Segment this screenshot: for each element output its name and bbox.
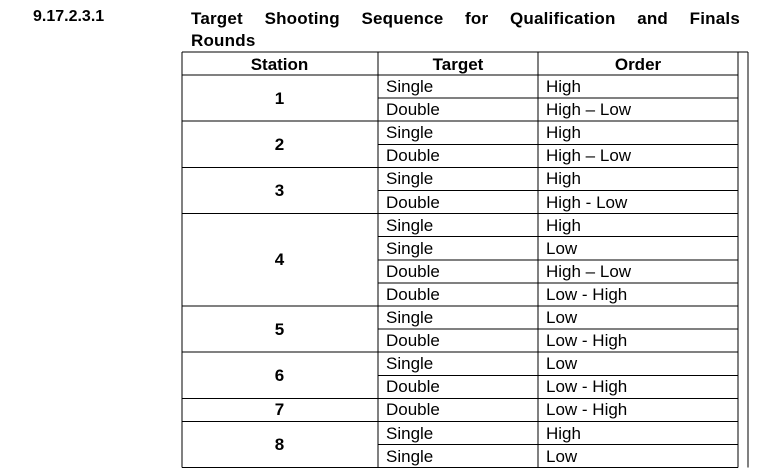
target-cell: Double bbox=[386, 377, 440, 397]
order-cell: High bbox=[546, 423, 581, 443]
target-cell: Double bbox=[386, 331, 440, 351]
heading-word: and bbox=[637, 9, 669, 28]
heading-word: Qualification bbox=[509, 9, 616, 28]
header-order: Order bbox=[614, 55, 662, 74]
target-cell: Double bbox=[386, 100, 440, 120]
station-cell: 4 bbox=[274, 250, 285, 270]
order-cell: Low bbox=[546, 354, 578, 374]
station-cell: 3 bbox=[274, 181, 285, 200]
station-cell: 5 bbox=[274, 319, 285, 339]
order-cell: Low - High bbox=[546, 377, 628, 397]
target-cell: Double bbox=[386, 284, 440, 304]
target-cell: Single bbox=[386, 215, 434, 235]
order-cell: Low bbox=[546, 446, 578, 466]
target-cell: Single bbox=[386, 354, 434, 374]
header-target: Target bbox=[432, 55, 484, 74]
target-cell: Double bbox=[386, 261, 440, 281]
heading-word: for bbox=[465, 9, 489, 28]
order-cell: Low bbox=[546, 308, 578, 327]
heading-word: Target bbox=[191, 9, 243, 28]
target-cell: Single bbox=[386, 238, 434, 258]
station-cell: 8 bbox=[274, 435, 285, 455]
target-cell: Single bbox=[386, 77, 434, 96]
target-cell: Single bbox=[386, 169, 434, 189]
heading-word: Shooting bbox=[264, 9, 340, 28]
target-cell: Double bbox=[386, 400, 440, 420]
order-cell: High - Low bbox=[546, 192, 628, 212]
order-cell: High bbox=[546, 77, 581, 96]
station-cell: 1 bbox=[274, 88, 285, 108]
station-cell: 6 bbox=[274, 365, 285, 385]
order-cell: High bbox=[546, 169, 581, 189]
heading-line-2: Rounds bbox=[191, 31, 256, 50]
target-cell: Double bbox=[386, 146, 440, 166]
order-cell: High – Low bbox=[546, 261, 632, 281]
target-cell: Double bbox=[386, 192, 440, 212]
target-cell: Single bbox=[386, 423, 434, 443]
target-cell: Single bbox=[386, 123, 434, 143]
order-cell: Low - High bbox=[546, 400, 628, 420]
heading-word: Sequence bbox=[361, 9, 444, 28]
order-cell: High – Low bbox=[546, 146, 632, 166]
order-cell: Low - High bbox=[546, 284, 628, 304]
order-cell: High bbox=[546, 123, 581, 143]
header-station: Station bbox=[250, 55, 309, 74]
heading-word: Finals bbox=[689, 9, 740, 28]
station-cell: 7 bbox=[274, 400, 285, 420]
target-cell: Single bbox=[386, 308, 434, 327]
station-cell: 2 bbox=[274, 134, 285, 154]
order-cell: Low bbox=[546, 238, 578, 258]
order-cell: Low - High bbox=[546, 331, 628, 351]
section-number: 9.17.2.3.1 bbox=[33, 8, 105, 25]
order-cell: High – Low bbox=[546, 100, 632, 120]
order-cell: High bbox=[546, 215, 581, 235]
target-cell: Single bbox=[386, 446, 434, 466]
